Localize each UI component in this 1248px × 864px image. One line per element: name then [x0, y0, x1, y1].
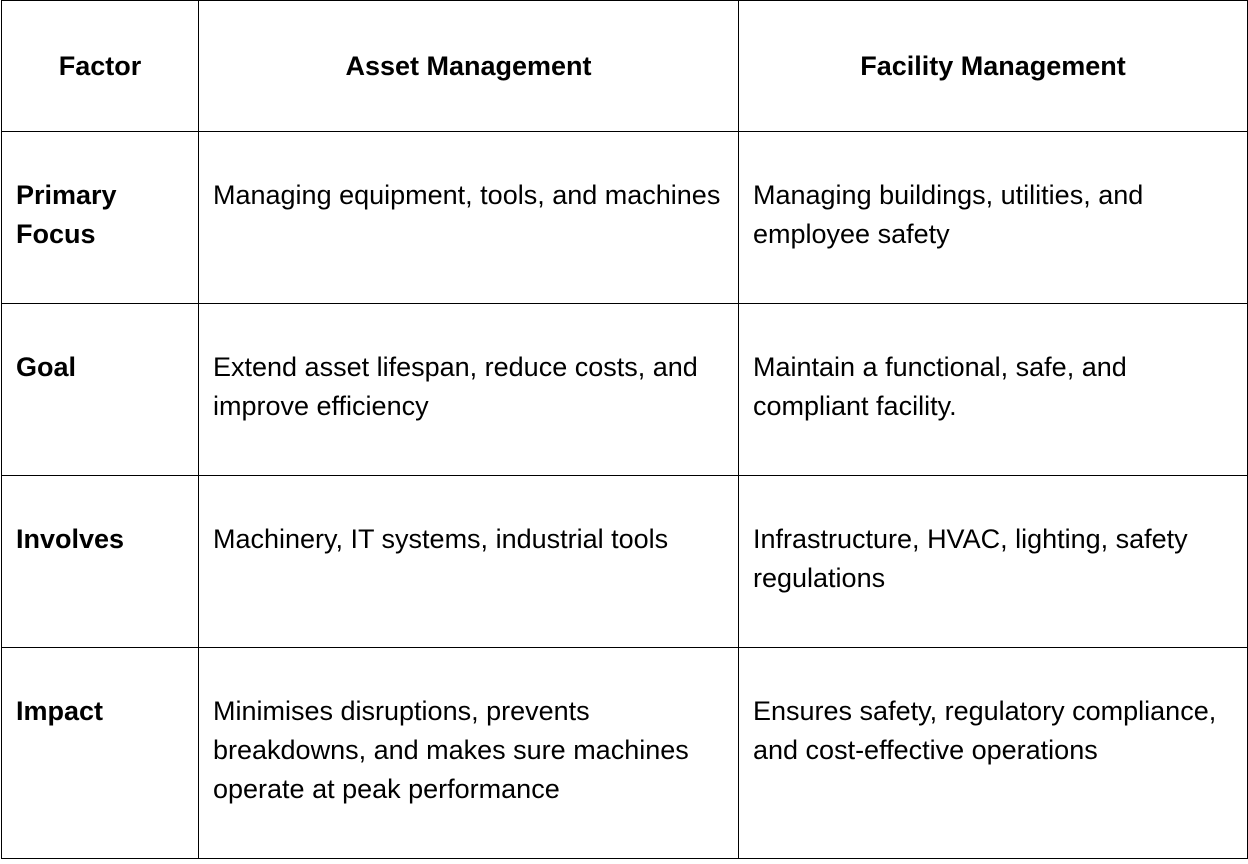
asset-cell: Managing equipment, tools, and machines [199, 132, 739, 304]
asset-cell: Machinery, IT systems, industrial tools [199, 476, 739, 648]
table-row [2, 304, 1248, 476]
facility-cell: Ensures safety, regulatory compliance, and cost-effective operations [739, 648, 1248, 859]
factor-cell: Involves [2, 476, 199, 648]
facility-cell: Maintain a functional, safe, and compliant facility. [739, 304, 1248, 476]
table-row [2, 648, 1248, 859]
facility-cell: Managing buildings, utilities, and employee safety [739, 132, 1248, 304]
header-factor: Factor [2, 1, 199, 132]
facility-cell: Infrastructure, HVAC, lighting, safety regulations [739, 476, 1248, 648]
comparison-table [1, 0, 1248, 859]
factor-cell: Impact [2, 648, 199, 859]
factor-cell: Primary Focus [2, 132, 199, 304]
asset-cell: Minimises disruptions, prevents breakdowns, and makes sure machines operate at peak performance [199, 648, 739, 859]
factor-cell: Goal [2, 304, 199, 476]
table-row [2, 132, 1248, 304]
table-row [2, 476, 1248, 648]
header-facility-management: Facility Management [739, 1, 1248, 132]
header-row [2, 1, 1248, 132]
asset-cell: Extend asset lifespan, reduce costs, and improve efficiency [199, 304, 739, 476]
header-asset-management: Asset Management [199, 1, 739, 132]
